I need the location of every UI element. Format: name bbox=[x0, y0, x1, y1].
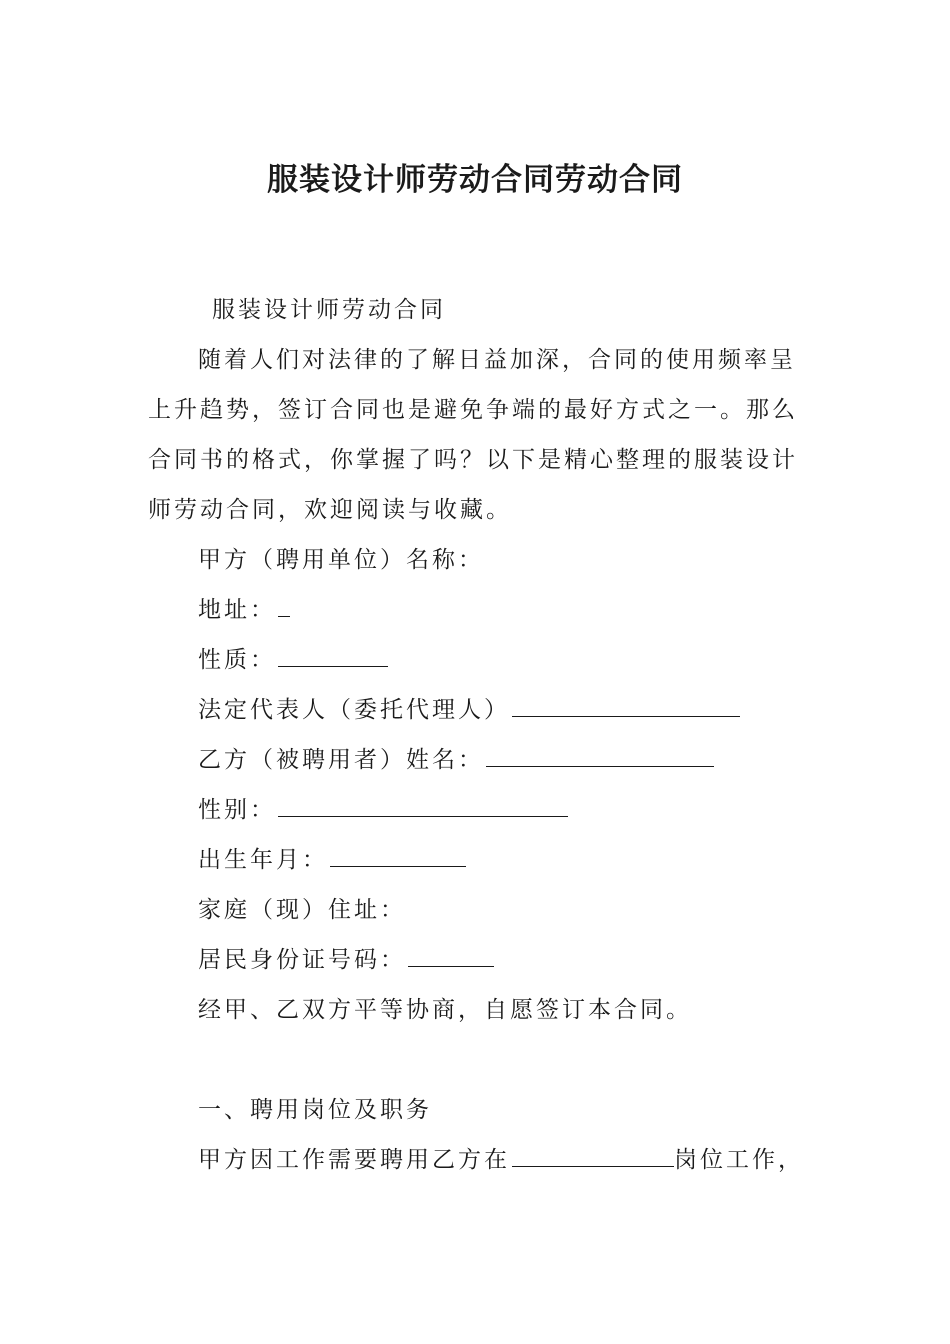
field-label: 性质： bbox=[198, 647, 276, 673]
field-address bbox=[198, 594, 290, 626]
blank-underline bbox=[278, 644, 388, 667]
field-nature bbox=[198, 644, 388, 676]
blank-underline bbox=[486, 744, 714, 767]
field-birth bbox=[198, 844, 466, 876]
field-label: 性别： bbox=[198, 797, 276, 823]
section-text-post: 岗位工作， bbox=[674, 1147, 804, 1173]
field-label: 地址： bbox=[198, 597, 276, 623]
field-gender bbox=[198, 794, 568, 826]
field-legal-rep bbox=[198, 694, 740, 726]
field-label: 法定代表人（委托代理人） bbox=[198, 697, 510, 723]
field-label: 居民身份证号码： bbox=[198, 947, 406, 973]
document-title: 服装设计师劳动合同劳动合同 bbox=[267, 162, 683, 198]
field-label: 家庭（现）住址： bbox=[198, 897, 406, 923]
section-1-text bbox=[198, 1144, 804, 1176]
blank-underline bbox=[512, 1144, 674, 1167]
blank-underline bbox=[278, 794, 568, 817]
blank-underline bbox=[330, 844, 466, 867]
blank-underline bbox=[512, 694, 740, 717]
section-1-heading: 一、聘用岗位及职务 bbox=[198, 1097, 432, 1123]
section-text-pre: 甲方因工作需要聘用乙方在 bbox=[198, 1147, 510, 1173]
field-label: 乙方（被聘用者）姓名： bbox=[198, 747, 484, 773]
intro-line-1: 随着人们对法律的了解日益加深，合同的使用频率呈 bbox=[198, 347, 796, 373]
intro-line-4: 师劳动合同，欢迎阅读与收藏。 bbox=[148, 497, 512, 523]
field-party-a-name bbox=[198, 544, 484, 576]
blank-underline bbox=[408, 944, 494, 967]
field-label: 甲方（聘用单位）名称： bbox=[198, 547, 484, 573]
agreement-text: 经甲、乙双方平等协商，自愿签订本合同。 bbox=[198, 997, 692, 1023]
field-party-b-name bbox=[198, 744, 714, 776]
blank-underline bbox=[278, 594, 290, 617]
field-label: 出生年月： bbox=[198, 847, 328, 873]
intro-line-3: 合同书的格式，你掌握了吗？以下是精心整理的服装设计 bbox=[148, 447, 798, 473]
field-id-number bbox=[198, 944, 494, 976]
document-subtitle: 服装设计师劳动合同 bbox=[212, 297, 446, 323]
intro-line-2: 上升趋势，签订合同也是避免争端的最好方式之一。那么 bbox=[148, 397, 798, 423]
field-home-address bbox=[198, 894, 406, 926]
